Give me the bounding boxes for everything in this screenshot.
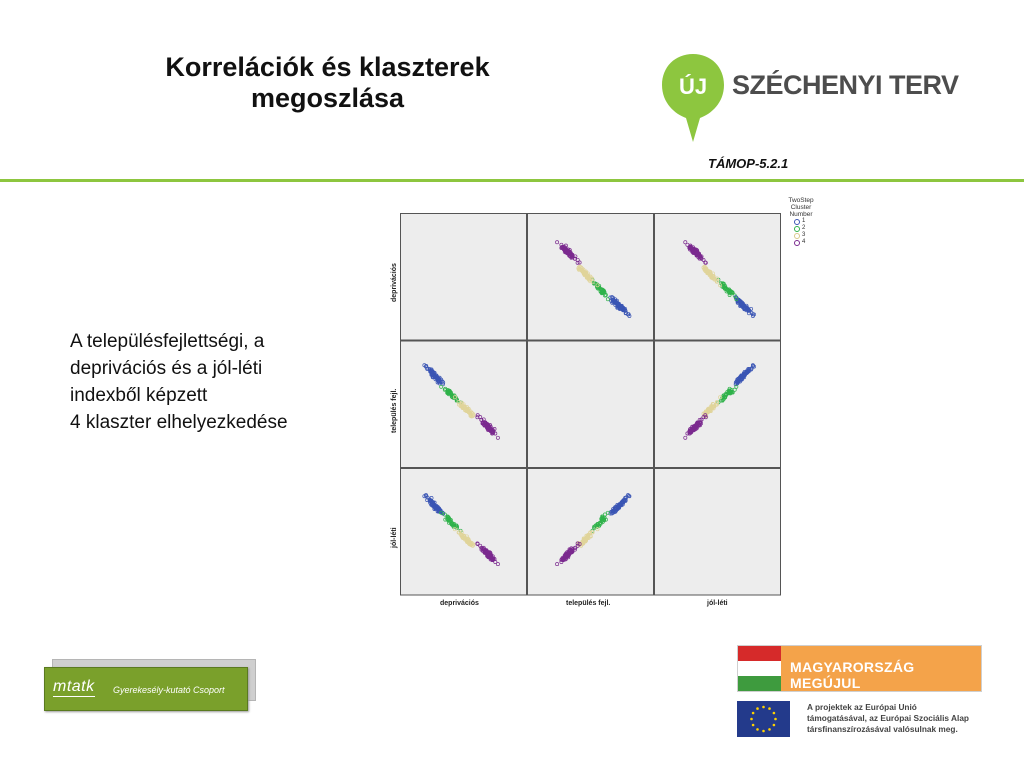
matrix-cell (655, 469, 781, 596)
mtatk-logo (44, 659, 254, 709)
logo-text: SZÉCHENYI TERV (732, 70, 959, 100)
eu-text-line: támogatásával, az Európai Szociális Alap (807, 713, 969, 723)
slide-body-text (70, 328, 360, 436)
row-label-jolleti: jól-léti (391, 527, 398, 548)
slide-title (110, 52, 545, 114)
logo-badge: ÚJ (678, 74, 708, 99)
eu-text-line: társfinanszírozásával valósulnak meg. (807, 724, 958, 734)
legend-item: 4 (794, 239, 816, 246)
legend-marker-icon (794, 226, 800, 232)
legend-title-line: TwoStep (788, 197, 814, 204)
eu-funding-text (807, 702, 1007, 735)
body-line: 4 klaszter elhelyezkedése (70, 412, 288, 433)
chart-legend (786, 197, 816, 246)
mtatk-subtitle: Gyerekesély-kutató Csoport (113, 685, 225, 695)
scatter-matrix (400, 213, 785, 599)
legend-title-line: Number (789, 211, 813, 218)
hungarian-flag-icon (738, 646, 781, 691)
matrix-cell (528, 341, 654, 468)
legend-marker-icon (794, 240, 800, 246)
campaign-label: MAGYARORSZÁG MEGÚJUL (790, 659, 915, 691)
campaign-banner (737, 645, 982, 692)
body-line: deprivációs és a jól-léti (70, 358, 263, 379)
legend-item: 2 (794, 225, 816, 232)
szechenyi-logo-pin-icon (660, 52, 726, 144)
eu-text-line: A projektek az Európai Unió (807, 702, 917, 712)
program-code: TÁMOP-5.2.1 (708, 156, 789, 171)
matrix-cell (401, 214, 527, 341)
body-line: indexből képzett (70, 385, 208, 406)
title-line-2: megoszlása (250, 83, 405, 113)
legend-marker-icon (794, 233, 800, 239)
title-line-1: Korrelációk és klaszterek (165, 52, 490, 82)
legend-item: 3 (794, 232, 816, 239)
divider-line (0, 179, 1024, 182)
col-label-jolleti: jól-léti (707, 600, 728, 607)
legend-title-line: Cluster (790, 204, 812, 211)
mtatk-wordmark: mtatk (53, 678, 95, 695)
legend-marker-icon (794, 219, 800, 225)
legend-item: 1 (794, 218, 816, 225)
eu-flag-icon (737, 701, 790, 737)
body-line: A településfejlettségi, a (70, 331, 265, 352)
row-label-telepules: település fejl. (391, 388, 398, 433)
col-label-deprivacios: deprivációs (440, 600, 479, 607)
col-label-telepules: település fejl. (566, 600, 611, 607)
row-label-deprivacios: deprivációs (391, 263, 398, 302)
